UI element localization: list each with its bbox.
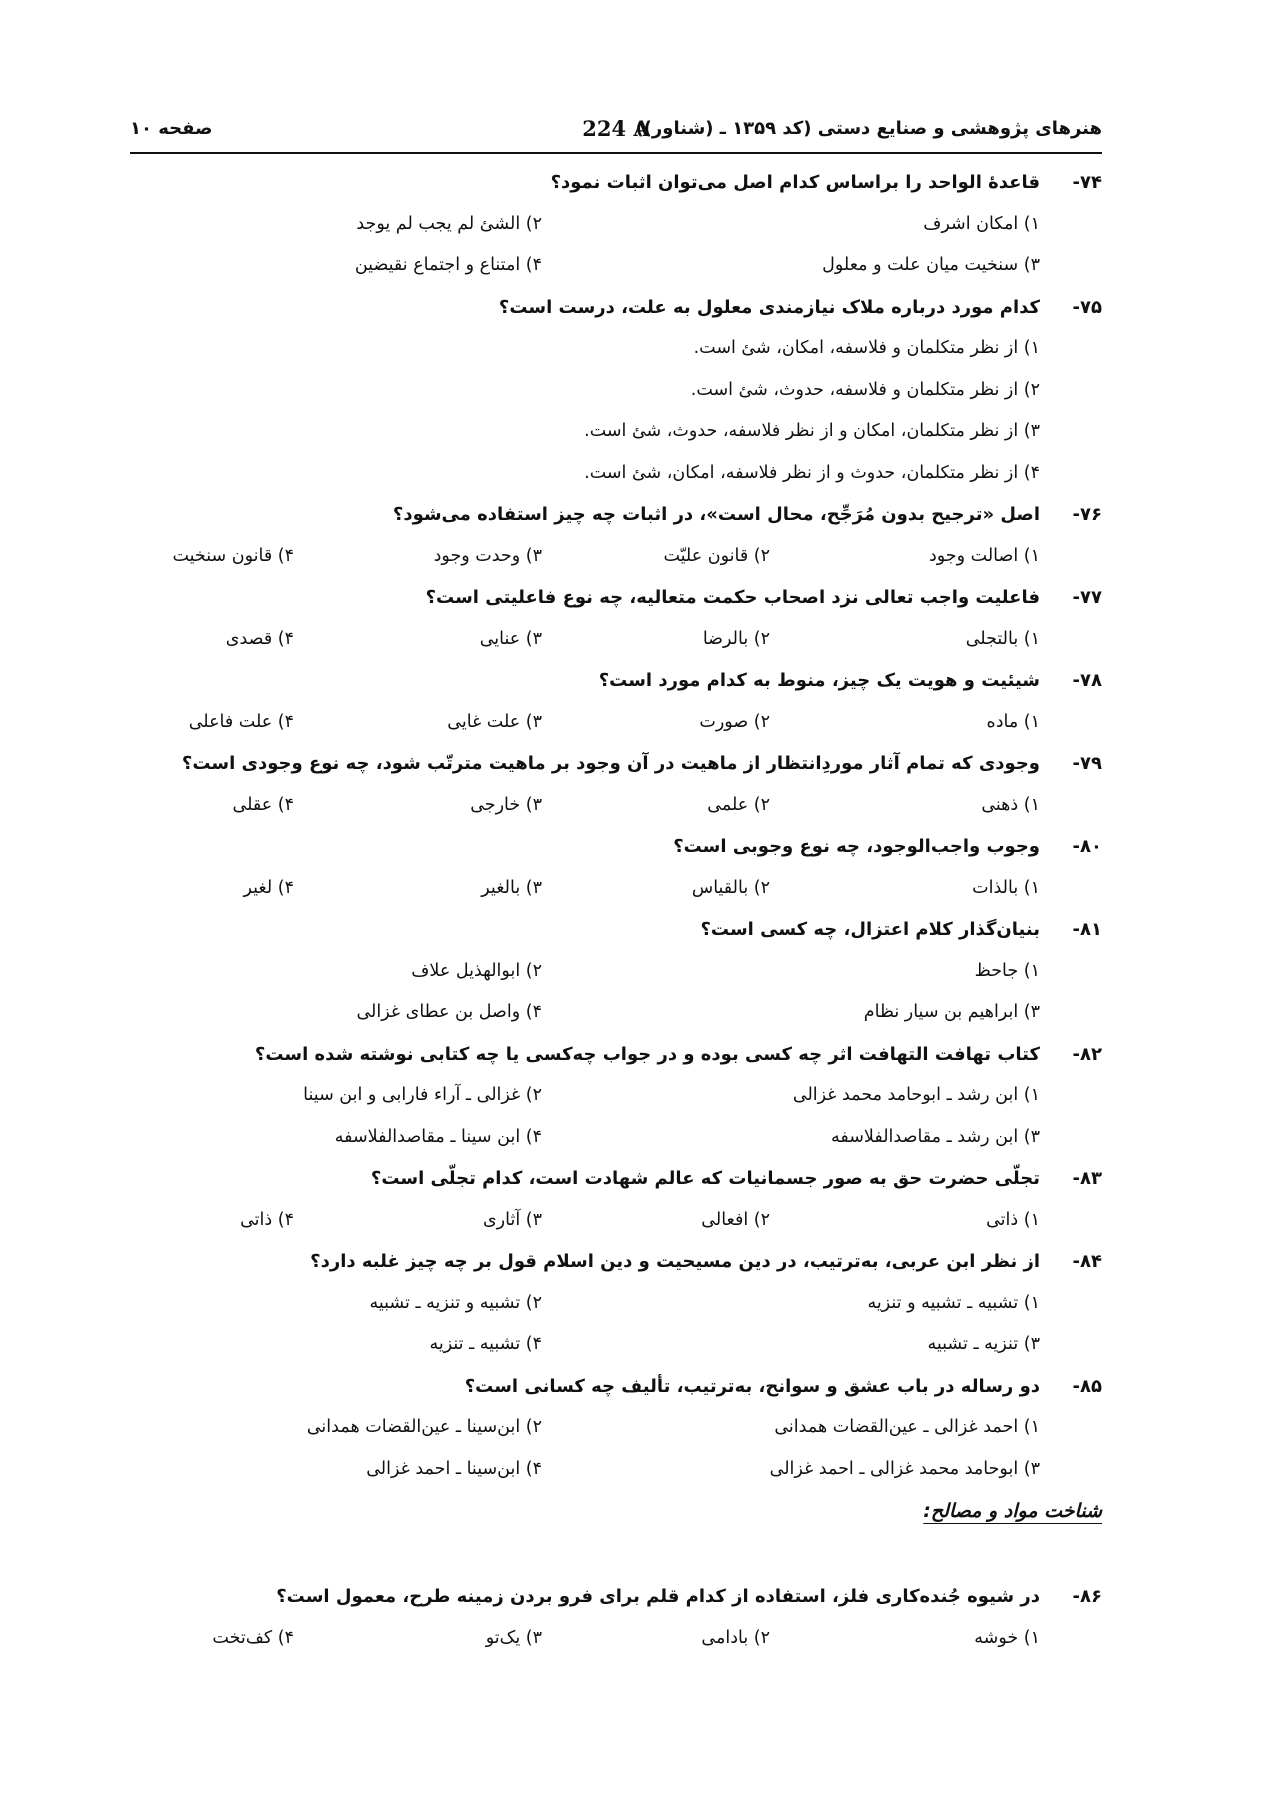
answer-option[interactable]: ۲) تشبیه و تنزیه ـ تشبیه (369, 1292, 542, 1313)
answer-option[interactable]: ۳) تنزیه ـ تشبیه (927, 1334, 1040, 1354)
page-header (130, 118, 1102, 154)
question (130, 743, 1102, 826)
question-number: ۸۳- (1072, 1168, 1102, 1189)
answer-option[interactable]: ۴) واصل بن عطای غزالی (356, 1002, 542, 1022)
answer-option[interactable]: ۲) بالقیاس (691, 877, 770, 898)
question-text: دو رساله در باب عشق و سوانح، به‌ترتیب، تألیف چه کسانی است؟ (464, 1375, 1040, 1397)
question-stem (130, 1241, 1102, 1283)
question-text: قاعدۀ الواحد را براساس کدام اصل می‌توان اثبات نمود؟ (550, 172, 1040, 193)
answer-option[interactable]: ۱) جاحظ (974, 960, 1040, 981)
options-row (130, 868, 1102, 910)
question (130, 287, 1102, 495)
answer-option[interactable]: ۱) ماده (986, 711, 1040, 732)
question (130, 1241, 1102, 1366)
options-row (130, 1200, 1102, 1242)
booklet-code: 224 A (582, 116, 650, 141)
answer-option[interactable]: ۲) بالرضا (702, 628, 770, 649)
answer-option[interactable]: ۱) اصالت وجود (928, 545, 1040, 566)
question-number: ۷۵- (1072, 296, 1102, 318)
answer-option[interactable]: ۴) از نظر متکلمان، حدوث و از نظر فلاسفه، امکان، شئ است. (584, 462, 1040, 483)
question (130, 494, 1102, 577)
options-row (130, 785, 1102, 827)
question-stem (130, 826, 1102, 868)
question-stem (130, 1576, 1102, 1618)
options-row (130, 536, 1102, 578)
question-stem (130, 1158, 1102, 1200)
question-text: کدام مورد درباره ملاک نیازمندی معلول به علت، درست است؟ (498, 296, 1040, 318)
question-stem (130, 743, 1102, 785)
question (130, 1366, 1102, 1491)
options-row (130, 702, 1102, 744)
exam-title: هنرهای پژوهشی و صنایع دستی (کد ۱۳۵۹ ـ (شناور)) (635, 118, 1102, 139)
question-number: ۷۸- (1072, 670, 1102, 691)
section-title: شناخت مواد و مصالح: (923, 1500, 1102, 1522)
question-stem (130, 287, 1102, 329)
answer-option[interactable]: ۱) بالذات (972, 877, 1040, 898)
question-number: ۷۴- (1072, 172, 1102, 193)
question-stem (130, 162, 1102, 204)
answer-option[interactable]: ۱) از نظر متکلمان و فلاسفه، امکان، شئ است. (693, 338, 1040, 358)
question-stem (130, 660, 1102, 702)
options-row (130, 1117, 1102, 1159)
question-text: وجوب واجب‌الوجود، چه نوع وجوبی است؟ (673, 836, 1040, 857)
options-row (130, 328, 1102, 370)
answer-option[interactable]: ۱) ذاتی (986, 1209, 1040, 1230)
options-row (130, 453, 1102, 495)
answer-option[interactable]: ۳) ابراهیم بن سیار نظام (863, 1002, 1040, 1022)
question-text: کتاب تهافت التهافت اثر چه کسی بوده و در جواب چه‌کسی یا چه کتابی نوشته شده است؟ (254, 1043, 1040, 1065)
answer-option[interactable]: ۲) از نظر متکلمان و فلاسفه، حدوث، شئ است. (690, 379, 1040, 400)
question (130, 162, 1102, 287)
question-number: ۸۵- (1072, 1375, 1102, 1397)
options-row (130, 619, 1102, 661)
answer-option[interactable]: ۲) غزالی ـ آراء فارابی و ابن سینا (303, 1085, 542, 1105)
answer-option[interactable]: ۲) صورت (699, 711, 770, 732)
question-stem (130, 909, 1102, 951)
answer-option[interactable]: ۲) افعالی (701, 1209, 770, 1230)
question (130, 1034, 1102, 1159)
answer-option[interactable]: ۱) خوشه (974, 1627, 1040, 1648)
answer-option[interactable]: ۴) ابن سینا ـ مقاصدالفلاسفه (334, 1126, 542, 1147)
options-row (130, 1075, 1102, 1117)
answer-option[interactable]: ۴) کف‌تخت (212, 1627, 294, 1648)
question-text: فاعلیت واجب تعالی نزد اصحاب حکمت متعالیه، چه نوع فاعلیتی است؟ (425, 587, 1040, 608)
question (130, 1576, 1102, 1659)
question (130, 826, 1102, 909)
options-row (130, 1407, 1102, 1449)
question-number: ۷۹- (1072, 753, 1102, 774)
answer-option[interactable]: ۳) یک‌تو (485, 1627, 542, 1648)
answer-option[interactable]: ۴) قانون سنخیت (172, 545, 294, 566)
question-list (130, 162, 1102, 1490)
options-row (130, 951, 1102, 993)
question-stem (130, 1034, 1102, 1076)
answer-option[interactable]: ۴) علت فاعلی (188, 711, 294, 732)
answer-option[interactable]: ۱) احمد غزالی ـ عین‌القضات همدانی (774, 1417, 1040, 1437)
answer-option[interactable]: ۳) علت غایی (447, 711, 542, 732)
answer-option[interactable]: ۴) قصدی (225, 628, 294, 649)
question (130, 660, 1102, 743)
answer-option[interactable]: ۱) ابن رشد ـ ابوحامد محمد غزالی (792, 1085, 1040, 1105)
answer-option[interactable]: ۲) ابوالهذیل علاف (411, 960, 542, 981)
question-text: وجودی که تمام آثار موردِانتظار از ماهیت در آن وجود بر ماهیت مترتّب شود، چه نوع وجودی است؟ (181, 753, 1040, 774)
question-text: در شیوه جُنده‌کاری فلز، استفاده از کدام قلم برای فرو بردن زمینه طرح، معمول است؟ (276, 1586, 1040, 1607)
question-number: ۸۴- (1072, 1251, 1102, 1272)
question-text: تجلّی حضرت حق به صور جسمانیات که عالم شهادت است، کدام تجلّی است؟ (370, 1168, 1040, 1189)
answer-option[interactable]: ۳) از نظر متکلمان، امکان و از نظر فلاسفه، حدوث، شئ است. (584, 421, 1040, 441)
answer-option[interactable]: ۳) عنایی (479, 628, 542, 649)
question (130, 1158, 1102, 1241)
options-row (130, 1283, 1102, 1325)
answer-option[interactable]: ۳) خارجی (470, 794, 542, 815)
answer-option[interactable]: ۲) بادامی (701, 1627, 770, 1648)
question-number: ۸۱- (1072, 919, 1102, 940)
answer-option[interactable]: ۴) امتناع و اجتماع نقیضین (354, 255, 542, 275)
answer-option[interactable]: ۱) تشبیه ـ تشبیه و تنزیه (867, 1292, 1040, 1313)
answer-option[interactable]: ۱) امکان اشرف (923, 213, 1040, 234)
options-row (130, 411, 1102, 453)
answer-option[interactable]: ۴) تشبیه ـ تنزیه (429, 1334, 542, 1354)
question-text: اصل «ترجیح بدون مُرَجِّح، محال است»، در اثبات چه چیز استفاده می‌شود؟ (392, 504, 1040, 525)
answer-option[interactable]: ۳) ابن رشد ـ مقاصدالفلاسفه (831, 1126, 1040, 1147)
question-text: شیئیت و هویت یک چیز، منوط به کدام مورد است؟ (598, 670, 1040, 691)
answer-option[interactable]: ۴) عقلی (232, 794, 294, 815)
answer-option[interactable]: ۲) الشئ لم یجب لم یوجد (356, 213, 542, 234)
question-text: بنیان‌گذار کلام اعتزال، چه کسی است؟ (700, 919, 1040, 940)
answer-option[interactable]: ۲) قانون علیّت (663, 545, 770, 566)
question-number: ۸۰- (1072, 836, 1102, 857)
question-number: ۸۶- (1072, 1586, 1102, 1607)
question-number: ۸۲- (1072, 1043, 1102, 1065)
question-stem (130, 1366, 1102, 1408)
question-stem (130, 577, 1102, 619)
page-number: صفحه ۱۰ (130, 118, 213, 139)
question-number: ۷۶- (1072, 504, 1102, 525)
options-row (130, 1449, 1102, 1491)
question-text: از نظر ابن عربی، به‌ترتیب، در دین مسیحیت و دین اسلام قول بر چه چیز غلبه دارد؟ (310, 1251, 1040, 1272)
answer-option[interactable]: ۴) ذاتی (240, 1209, 294, 1230)
question (130, 909, 1102, 1034)
answer-option[interactable]: ۳) بالغیر (481, 877, 542, 898)
answer-option[interactable]: ۳) سنخیت میان علت و معلول (822, 255, 1040, 275)
question-stem (130, 494, 1102, 536)
answer-option[interactable]: ۱) بالتجلی (965, 628, 1040, 649)
question (130, 577, 1102, 660)
options-row (130, 245, 1102, 287)
answer-option[interactable]: ۲) علمی (707, 794, 770, 815)
answer-option[interactable]: ۴) ابن‌سینا ـ احمد غزالی (366, 1458, 542, 1479)
answer-option[interactable]: ۱) ذهنی (981, 794, 1040, 815)
options-row (130, 370, 1102, 412)
options-row (130, 1324, 1102, 1366)
answer-option[interactable]: ۳) ابوحامد محمد غزالی ـ احمد غزالی (769, 1458, 1040, 1479)
options-row (130, 1618, 1102, 1660)
options-row (130, 204, 1102, 246)
answer-option[interactable]: ۲) ابن‌سینا ـ عین‌القضات همدانی (306, 1417, 542, 1437)
answer-option[interactable]: ۳) آثاری (482, 1209, 542, 1230)
answer-option[interactable]: ۴) لغیر (243, 877, 294, 898)
options-row (130, 992, 1102, 1034)
question-number: ۷۷- (1072, 587, 1102, 608)
answer-option[interactable]: ۳) وحدت وجود (433, 545, 542, 566)
question-list-section-2 (130, 1576, 1102, 1659)
